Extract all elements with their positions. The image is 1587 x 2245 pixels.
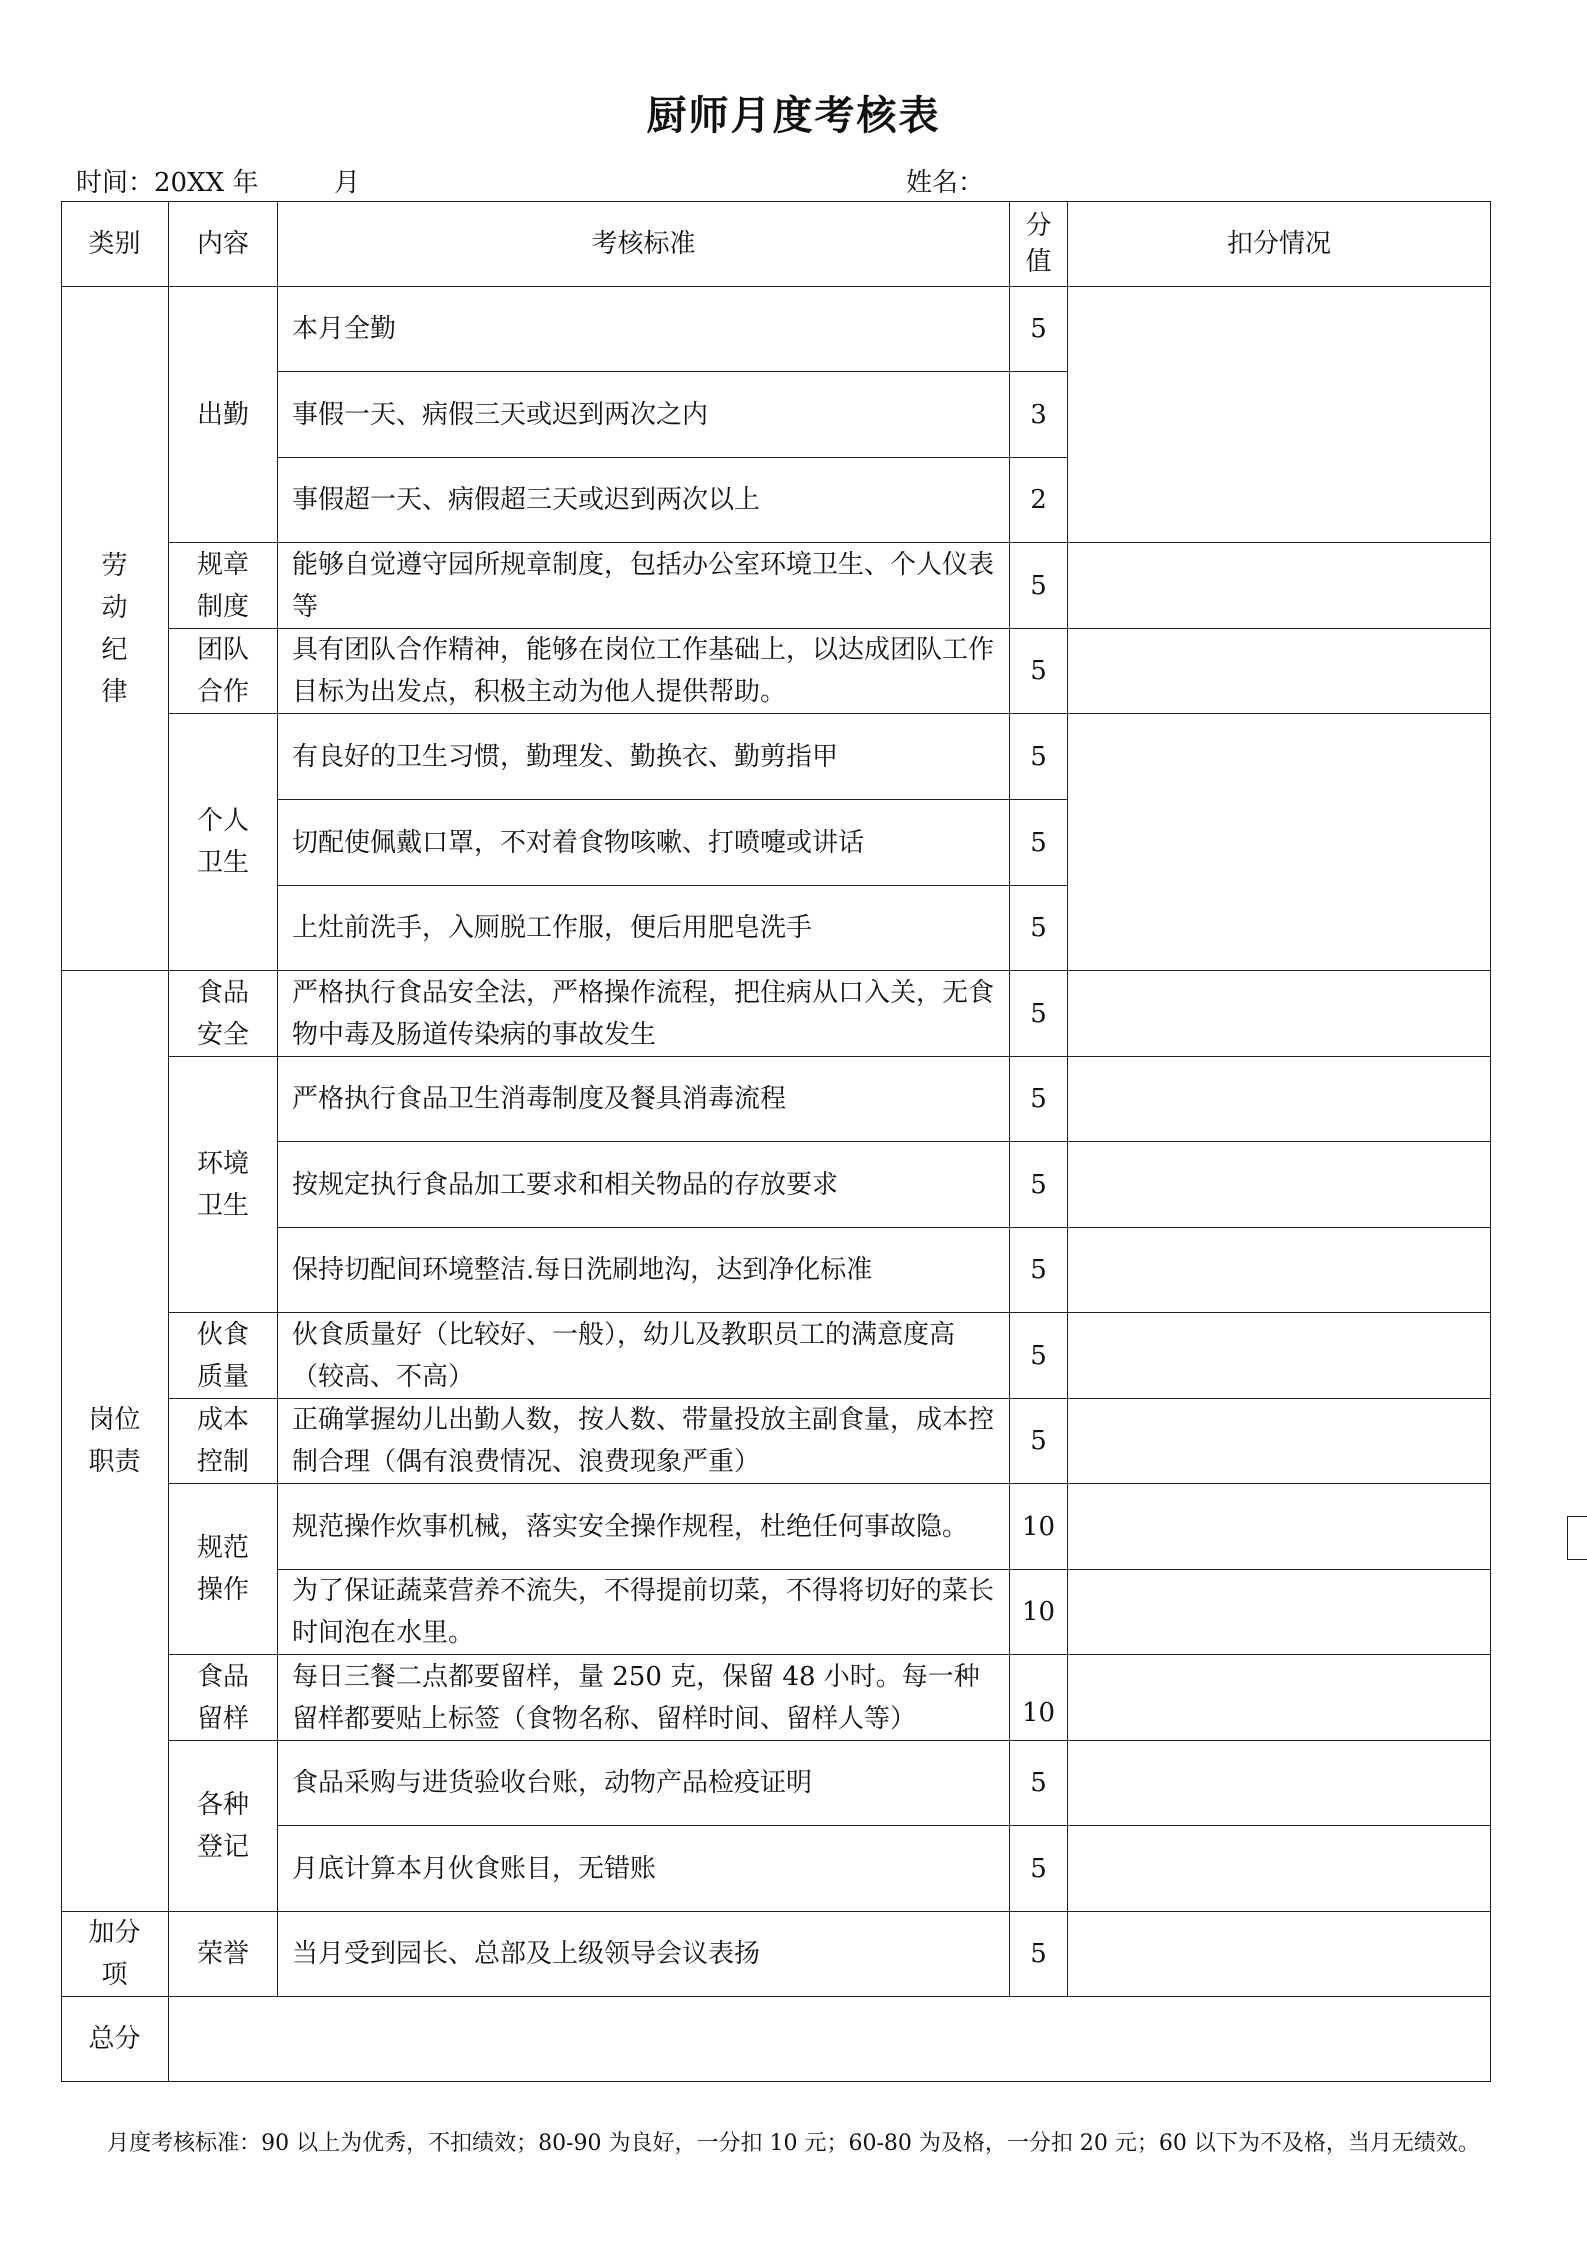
score-cell-text: 10 bbox=[1021, 1698, 1056, 1728]
content-group-text: 食品 留样 bbox=[196, 1661, 249, 1734]
score-cell bbox=[1010, 543, 1068, 629]
standard-cell bbox=[278, 1912, 1010, 1997]
content-group bbox=[169, 1399, 278, 1484]
score-cell bbox=[1010, 1570, 1068, 1655]
score-cell-text: 2 bbox=[1030, 485, 1047, 515]
score-cell bbox=[1010, 1057, 1068, 1142]
score-cell bbox=[1010, 1313, 1068, 1399]
score-cell bbox=[1010, 886, 1068, 971]
content-group bbox=[169, 1655, 278, 1741]
content-group-text: 环境 卫生 bbox=[196, 1148, 249, 1221]
score-cell-text: 5 bbox=[1030, 998, 1047, 1029]
standard-cell bbox=[278, 1484, 1010, 1570]
score-cell-text: 5 bbox=[1030, 1853, 1047, 1884]
standard-cell bbox=[278, 458, 1010, 543]
standard-cell bbox=[278, 629, 1010, 714]
deduction-cell bbox=[1068, 1570, 1491, 1655]
content-group-text: 规范 操作 bbox=[196, 1533, 249, 1605]
footnote: 月度考核标准：90 以上为优秀，不扣绩效；80-90 为良好，一分扣 10 元；60-80 为及格，一分扣 20 元；60 以下为不及格，当月无绩效。 bbox=[107, 2131, 1480, 2156]
standard-cell-text: 按规定执行食品加工要求和相关物品的存放要求 bbox=[292, 1169, 839, 1200]
score-cell-text: 5 bbox=[1030, 1939, 1047, 1969]
content-group-text: 团队 合作 bbox=[196, 635, 249, 707]
score-cell-text: 5 bbox=[1030, 656, 1047, 686]
standard-cell-text: 上灶前洗手，入厕脱工作服，便后用肥皂洗手 bbox=[292, 913, 813, 943]
category-labor-discipline bbox=[61, 287, 169, 971]
content-group bbox=[169, 1484, 278, 1655]
standard-cell bbox=[278, 1741, 1010, 1826]
score-cell bbox=[1010, 629, 1068, 714]
standard-cell-text: 严格执行食品卫生消毒制度及餐具消毒流程 bbox=[292, 1084, 787, 1114]
score-cell bbox=[1010, 1741, 1068, 1826]
standard-cell-text: 当月受到园长、总部及上级领导会议表扬 bbox=[292, 1939, 761, 1969]
category-job-duty bbox=[61, 971, 169, 1912]
standard-cell-text: 切配使佩戴口罩，不对着食物咳嗽、打喷嚏或讲话 bbox=[292, 827, 865, 858]
deduction-cell bbox=[1068, 1655, 1491, 1741]
score-cell-text: 5 bbox=[1030, 1255, 1047, 1285]
header-score bbox=[1010, 201, 1068, 287]
score-cell bbox=[1010, 1655, 1068, 1741]
content-group bbox=[169, 714, 278, 971]
content-group-text: 荣誉 bbox=[196, 1939, 249, 1969]
content-group bbox=[169, 1912, 278, 1997]
content-group-text: 各种 登记 bbox=[196, 1790, 249, 1862]
standard-cell bbox=[278, 1399, 1010, 1484]
standard-cell bbox=[278, 1826, 1010, 1912]
standard-cell bbox=[278, 287, 1010, 372]
deduction-cell bbox=[1068, 287, 1491, 543]
score-cell bbox=[1010, 800, 1068, 886]
score-cell-text: 5 bbox=[1030, 1768, 1047, 1798]
total-label bbox=[61, 1997, 169, 2082]
deduction-cell bbox=[1068, 1826, 1491, 1912]
deduction-cell bbox=[1068, 1313, 1491, 1399]
deduction-cell bbox=[1068, 629, 1491, 714]
header-content bbox=[169, 201, 278, 287]
content-group-text: 出勤 bbox=[196, 399, 249, 430]
header-deduction bbox=[1068, 201, 1491, 287]
score-cell-text: 5 bbox=[1030, 827, 1047, 858]
header-standard bbox=[278, 201, 1010, 287]
page-edge-mark bbox=[1567, 1516, 1587, 1560]
deduction-cell bbox=[1068, 1399, 1491, 1484]
deduction-cell bbox=[1068, 1741, 1491, 1826]
standard-cell bbox=[278, 1057, 1010, 1142]
deduction-cell bbox=[1068, 1484, 1491, 1570]
standard-cell-text: 食品采购与进货验收台账，动物产品检疫证明 bbox=[292, 1768, 813, 1798]
score-cell bbox=[1010, 1142, 1068, 1228]
category-bonus-text: 加分 项 bbox=[88, 1918, 141, 1990]
name-label: 姓名： bbox=[906, 168, 985, 198]
deduction-cell bbox=[1068, 1142, 1491, 1228]
score-cell-text: 5 bbox=[1030, 1084, 1047, 1114]
score-cell bbox=[1010, 1484, 1068, 1570]
standard-cell-text: 事假超一天、病假超三天或迟到两次以上 bbox=[292, 485, 761, 515]
content-group-text: 个人 卫生 bbox=[196, 806, 249, 878]
score-cell-text: 5 bbox=[1030, 1340, 1047, 1371]
standard-cell-text: 本月全勤 bbox=[292, 314, 397, 344]
content-group bbox=[169, 971, 278, 1057]
standard-cell-text: 有良好的卫生习惯，勤理发、勤换衣、勤剪指甲 bbox=[292, 741, 839, 772]
standard-cell-text: 严格执行食品安全法，严格操作流程，把住病从口入关，无食物中毒及肠道传染病的事故发生 bbox=[292, 977, 995, 1050]
score-cell bbox=[1010, 971, 1068, 1057]
header-category-text: 类别 bbox=[88, 228, 141, 259]
score-cell bbox=[1010, 1912, 1068, 1997]
standard-cell-text: 每日三餐二点都要留样，量 250 克，保留 48 小时。每一种留样都要贴上标签（食物名称、留样时间、留样人等） bbox=[292, 1661, 980, 1734]
deduction-cell bbox=[1068, 714, 1491, 971]
content-group-text: 食品 安全 bbox=[196, 977, 249, 1050]
standard-cell bbox=[278, 1570, 1010, 1655]
standard-cell bbox=[278, 714, 1010, 800]
category-job-duty-text: 岗位 职责 bbox=[88, 1405, 141, 1477]
header-deduction-text: 扣分情况 bbox=[1226, 228, 1331, 259]
header-score-text: 分 值 bbox=[1025, 210, 1052, 277]
total-label-text: 总分 bbox=[88, 2024, 141, 2054]
standard-cell bbox=[278, 1228, 1010, 1313]
deduction-cell bbox=[1068, 543, 1491, 629]
score-cell bbox=[1010, 1826, 1068, 1912]
time-label: 时间：20XX 年 bbox=[76, 168, 259, 198]
score-cell-text: 3 bbox=[1030, 399, 1047, 430]
content-group bbox=[169, 1057, 278, 1313]
header-content-text: 内容 bbox=[196, 228, 249, 259]
standard-cell-text: 保持切配间环境整洁.每日洗刷地沟，达到净化标准 bbox=[292, 1255, 873, 1285]
score-cell-text: 5 bbox=[1030, 570, 1047, 601]
category-labor-discipline-text: 劳 动 纪 律 bbox=[101, 550, 128, 707]
month-label: 月 bbox=[334, 168, 361, 198]
content-group bbox=[169, 287, 278, 543]
deduction-cell bbox=[1068, 1228, 1491, 1313]
standard-cell-text: 伙食质量好（比较好、一般），幼儿及教职员工的满意度高（较高、不高） bbox=[292, 1319, 956, 1392]
category-bonus bbox=[61, 1912, 169, 1997]
standard-cell-text: 事假一天、病假三天或迟到两次之内 bbox=[292, 399, 709, 430]
standard-cell-text: 正确掌握幼儿出勤人数，按人数、带量投放主副食量，成本控制合理（偶有浪费情况、浪费现象严重） bbox=[292, 1405, 995, 1477]
deduction-cell bbox=[1068, 971, 1491, 1057]
standard-cell bbox=[278, 1313, 1010, 1399]
content-group bbox=[169, 629, 278, 714]
score-cell-text: 10 bbox=[1021, 1597, 1056, 1627]
score-cell-text: 5 bbox=[1030, 1169, 1047, 1200]
score-cell-text: 10 bbox=[1021, 1511, 1056, 1542]
standard-cell bbox=[278, 543, 1010, 629]
standard-cell bbox=[278, 800, 1010, 886]
content-group-text: 规章 制度 bbox=[196, 549, 249, 622]
document-title: 厨师月度考核表 bbox=[646, 92, 941, 139]
content-group bbox=[169, 543, 278, 629]
header-category bbox=[61, 201, 169, 287]
score-cell-text: 5 bbox=[1030, 1426, 1047, 1456]
standard-cell bbox=[278, 372, 1010, 458]
score-cell bbox=[1010, 714, 1068, 800]
content-group-text: 成本 控制 bbox=[196, 1405, 249, 1477]
deduction-cell bbox=[1068, 1912, 1491, 1997]
standard-cell-text: 月底计算本月伙食账目，无错账 bbox=[292, 1853, 657, 1884]
content-group bbox=[169, 1313, 278, 1399]
content-group-text: 伙食 质量 bbox=[196, 1319, 249, 1392]
score-cell-text: 5 bbox=[1030, 741, 1047, 772]
score-cell-text: 5 bbox=[1030, 314, 1047, 344]
deduction-cell bbox=[1068, 1057, 1491, 1142]
standard-cell-text: 为了保证蔬菜营养不流失，不得提前切菜，不得将切好的菜长时间泡在水里。 bbox=[292, 1576, 995, 1648]
standard-cell-text: 具有团队合作精神，能够在岗位工作基础上，以达成团队工作目标为出发点，积极主动为他人提供帮助。 bbox=[292, 635, 995, 707]
score-cell bbox=[1010, 287, 1068, 372]
content-group bbox=[169, 1741, 278, 1912]
standard-cell-text: 能够自觉遵守园所规章制度，包括办公室环境卫生、个人仪表等 bbox=[292, 549, 995, 622]
score-cell-text: 5 bbox=[1030, 913, 1047, 943]
standard-cell bbox=[278, 1142, 1010, 1228]
total-value-cell bbox=[169, 1997, 1491, 2082]
standard-cell bbox=[278, 1655, 1010, 1741]
score-cell bbox=[1010, 1228, 1068, 1313]
standard-cell bbox=[278, 886, 1010, 971]
score-cell bbox=[1010, 1399, 1068, 1484]
standard-cell-text: 规范操作炊事机械，落实安全操作规程，杜绝任何事故隐。 bbox=[292, 1511, 969, 1542]
standard-cell bbox=[278, 971, 1010, 1057]
header-standard-text: 考核标准 bbox=[591, 228, 696, 259]
score-cell bbox=[1010, 372, 1068, 458]
score-cell bbox=[1010, 458, 1068, 543]
